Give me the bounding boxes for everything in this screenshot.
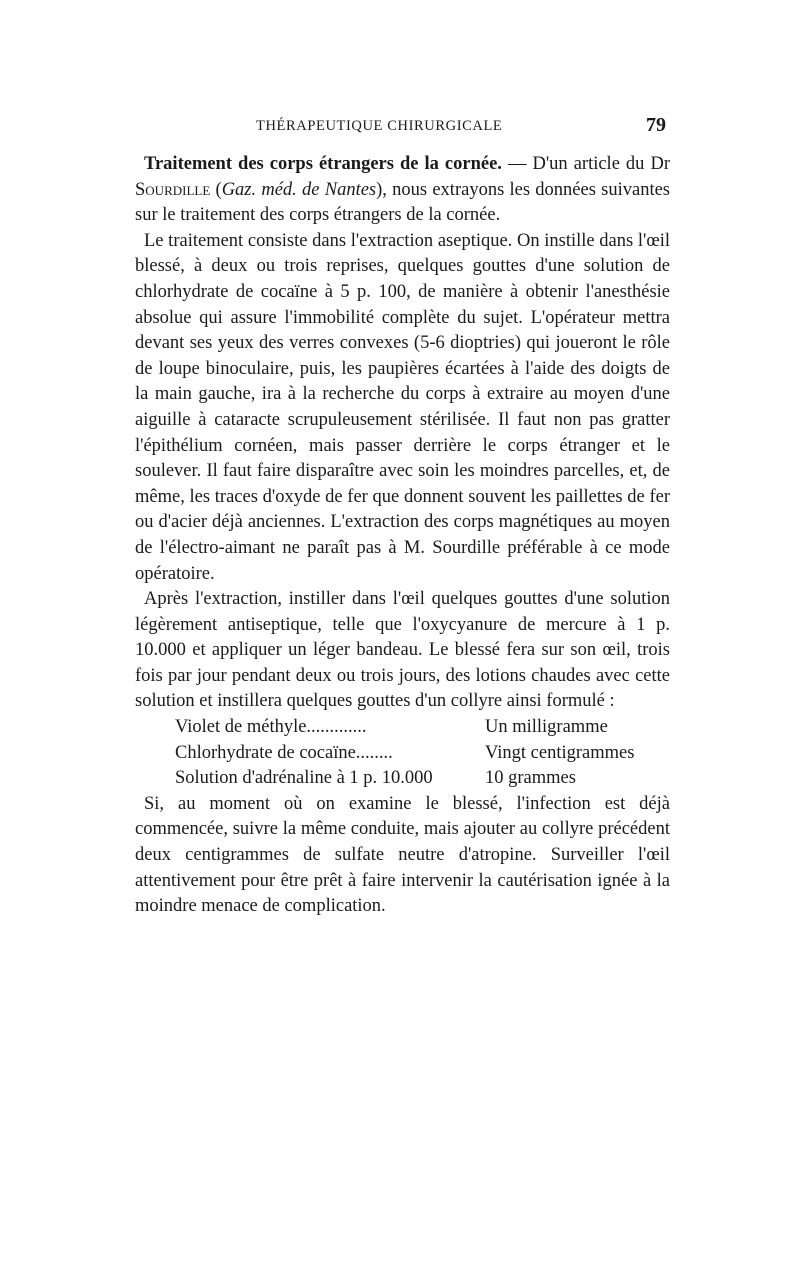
section-intro-paragraph <box>135 152 670 229</box>
running-title: THÉRAPEUTIQUE CHIRURGICALE <box>256 118 503 134</box>
prescription-ingredient: Violet de méthyle............. <box>175 717 367 738</box>
body-text <box>135 152 670 920</box>
prescription-row <box>175 715 670 741</box>
prescription-list <box>135 715 670 792</box>
source-citation: Gaz. méd. de Nantes <box>221 179 377 200</box>
prescription-dose: Un milligramme <box>485 717 608 738</box>
open-paren: ( <box>210 179 222 200</box>
prescription-row <box>175 741 670 767</box>
intro-rest: ), nous extrayons les données suivantes sur le traitement des corps étrangers de la cornée. <box>135 179 671 226</box>
section-title: Traitement des corps étrangers de la cornée. <box>144 154 502 174</box>
page-header <box>0 114 800 146</box>
author-name: Sourdille <box>135 179 211 200</box>
paragraph-aftercare: Après l'extraction, instiller dans l'œil quelques gouttes d'une solution légèrement antiseptique, telle que l'oxycyanure de mercure à 1 p. 10.000 et appliquer un léger bandeau. Le blessé fera sur son œil, trois fois par jour pendant deux ou trois jours, des lotions chaudes avec cette solution et instillera quelques gouttes d'un collyre ainsi formulé : <box>135 589 670 712</box>
page-number: 79 <box>646 114 666 136</box>
prescription-ingredient: Solution d'adrénaline à 1 p. 10.000 <box>175 768 433 789</box>
intro-lead: — D'un article du <box>501 154 651 174</box>
prescription-dose: 10 grammes <box>485 768 576 789</box>
paragraph-infection: Si, au moment où on examine le blessé, l'infection est déjà commencée, suivre la même conduite, mais ajouter au collyre précédent deux centigrammes de sulfate neutre d'atropine. Surveiller l'œil attentivement pour être prêt à faire intervenir la cautérisation ignée à la moindre menace de complication. <box>135 793 670 917</box>
author-prefix: Dr <box>650 154 670 174</box>
paragraph-procedure: Le traitement consiste dans l'extraction aseptique. On instille dans l'œil blessé, à deux ou trois reprises, quelques gouttes d'une solution de chlorhydrate de cocaïne à 5 p. 100, de manière à obtenir l'anesthésie absolue qui assure l'immobilité complète du sujet. L'opérateur mettra devant ses yeux des verres convexes (5-6 dioptries) qui joueront le rôle de loupe binoculaire, puis, les paupières écartées à l'aide des doigts de la main gauche, ira à la recherche du corps à extraire au moyen d'une aiguille à cataracte scrupuleusement stérilisée. Il faut non pas gratter l'épithélium cornéen, mais passer derrière le corps étranger et le soulever. Il faut faire disparaître avec soin les moindres parcelles, et, de même, les traces d'oxyde de fer que donnent souvent les paillettes de fer ou d'acier déjà anciennes. L'extraction des corps magnétiques au moyen de l'électro-aimant ne paraît pas à M. Sourdille préférable à ce mode opératoire. <box>135 230 670 584</box>
prescription-row <box>175 766 670 792</box>
prescription-ingredient: Chlorhydrate de cocaïne........ <box>175 742 393 763</box>
prescription-dose: Vingt centigrammes <box>485 742 635 763</box>
